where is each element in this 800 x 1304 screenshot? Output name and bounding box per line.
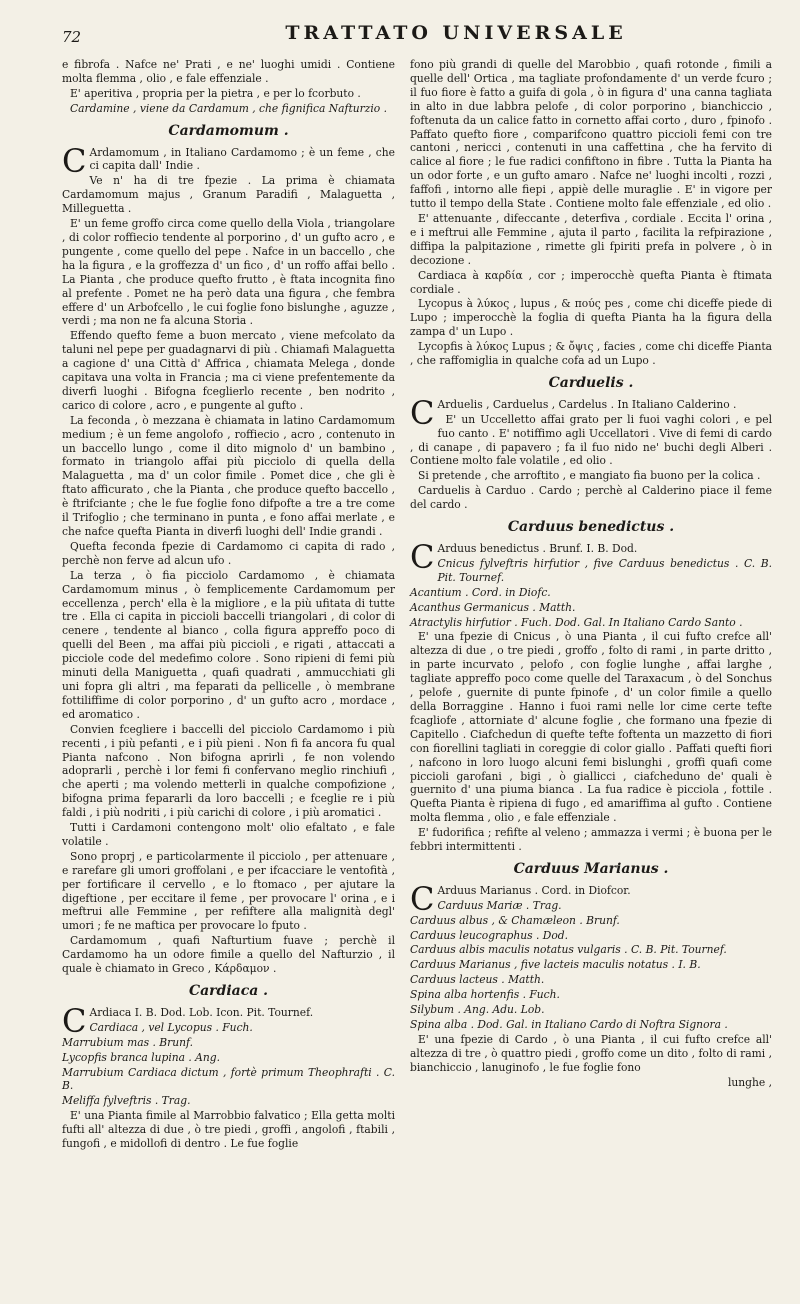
paragraph: Si pretende , che arroftito , e mangiato fia buono per la colica .	[418, 469, 761, 483]
paragraph: E' un Uccelletto affai grato per li fuoi vaghi colori , e pel fuo canto . E' notiffimo agli Uccellatori . Vive di femi di cardo , di canape , di papavero ; fa il fuo nido ne' buchi degli Alberi . Contiene molto fale volatile , ed olio .	[410, 412, 772, 468]
paragraph: E' una fpezie di Cnicus , ò una Pianta , il cui fufto crefce all' altezza di due , o tre piedi , groffo , folto di rami , in parte dritto , in parte incurvato , pelofo , con foglie lunghe , affai larghe , tagliate appreffo poco come quelle del Taraxacum , ò del Sonchus , pelofe , guernite di punte fpinofe , d' un color fimile a quello della Borraggine . Hanno i fuoi rami nelle lor cime certe tefte fcagliofe , attorniate d' alcune foglie , che formano una fpezie di Capitello . Ciafchedun di quefte tefte foftenta un mazzetto di fiori con fiorellini tagliati in coreggie di color giallo . Paffati quefti fiori , nafcono in loro luogo alcuni femi bislunghi , groffi quafi come piccioli garofani , bigi , ò giallicci , ciafcheduno de' quali è guernito d' una piuma bianca . La fua radice è picciola , fottile . Quefta Pianta è ripiena di fugo , ed amariffima al gufto . Contiene molta flemma , olio , e fale effenziale .	[410, 630, 772, 825]
left-column	[62, 58, 395, 1152]
paragraph: E' un feme groffo circa come quello della Viola , triangolare , di color roffiecio tendente al porporino , d' un gufto acro , e pungente , come quello del pepe . Nafce in un baccello , che ha la figura , e la groffezza d' un fico , d' un roffo affai bello . La Pianta , che produce quefto frutto , è ftata incognita fino al prefente . Pomet ne ha però data una figura , che fembra effere d' un Arbofcello , le cui foglie fono bislunghe , aguzze , verdi ; ma non ne fa alcuna Storia .	[62, 217, 395, 328]
paragraph: Ardamomum , in Italiano Cardamomo ; è un feme , che ci capita dall' Indie .	[89, 145, 395, 173]
paragraph: Silybum . Ang. Adu. Lob.	[410, 1003, 545, 1017]
paragraph: Arduus Marianus . Cord. in Diofcor.	[437, 883, 631, 897]
paragraph: Carduus Mariæ . Trag.	[437, 898, 562, 912]
section-heading-carduus-marianus: Carduus Marianus .	[513, 860, 669, 877]
paragraph: Carduus leucographus . Dod.	[410, 928, 569, 942]
paragraph: Carduus albus , & Chamæleon . Brunf.	[410, 913, 620, 927]
paragraph: Sono proprj , e particolarmente il picciolo , per attenuare , e rarefare gli umori groffolani , e per ifcacciare le ventofità , per fortificare il cervello , e lo ftomaco , per ajutare la digeftione , per eccitare il feme , per provocare l' orina , e i meftrui alle Femmine , per refiftere alla malignità degl' umori ; fe ne maftica per provocare lo fputo .	[62, 849, 395, 933]
paragraph: fono più grandi di quelle del Marobbio , quafi rotonde , fimili a quelle dell' Ortica , ma tagliate profondamente d' un verde fcuro ; il fuo fiore è fatto a guifa di gola , ò in figura d' una canna tagliata in alto in due labbra pelofe , di color porporino , bianchiccio , foftenuta da un calice fatto in cornetto affai corto , duro , fpinofo . Paffato quefto fiore , comparifcono quattro piccioli femi con tre cantoni , nericci , contenuti in una caffettina , che ha fervito di calice al fiore ; le fue radici confiftono in fibre . Tutta la Pianta ha un odor forte , e un gufto amaro . Nafce ne' luoghi incolti , rozzi , faffofi , intorno alle fiepi , appiè delle muraglie . E' in vigore per tutto il tempo della State . Contiene molto fale effenziale , ed olio .	[410, 58, 772, 211]
paragraph: E' una Pianta fimile al Marrobbio falvatico ; Ella getta molti fufti all' altezza di due , ò tre piedi , groffi , angolofi , ftabili , fungofi , e midollofi di dentro . Le fue foglie	[62, 1109, 395, 1151]
paragraph: Cardamine , viene da Cardamum , che fignifica Nafturzio .	[70, 101, 388, 115]
section-heading-carduus-benedictus: Carduus benedictus .	[507, 519, 675, 536]
section-heading-cardiaca: Cardiaca .	[188, 983, 269, 999]
page-header	[62, 22, 770, 52]
paragraph: Cardiaca , vel Lycopus . Fuch.	[89, 1020, 253, 1034]
paragraph: E' fudorifica ; refifte al veleno ; ammazza i vermi ; è buona per le febbri intermittenti .	[410, 826, 772, 854]
paragraph: E' una fpezie di Cardo , ò una Pianta , il cui fufto crefce all' altezza di tre , ò quattro piedi , groffo come un dito , folto di rami , bianchiccio , lanuginofo , le fue foglie fono	[410, 1032, 772, 1074]
section-heading-carduelis: Carduelis .	[548, 374, 634, 391]
paragraph: Carduus lacteus . Matth.	[410, 973, 545, 987]
paragraph: Ardiaca I. B. Dod. Lob. Icon. Pit. Tournef.	[89, 1005, 314, 1019]
catchword: lunghe ,	[727, 1075, 772, 1089]
drop-cap: C	[410, 538, 435, 576]
paragraph: E' aperitiva , propria per la pietra , e per lo fcorbuto .	[70, 86, 361, 100]
paragraph: Spina alba . Dod. Gal. in Italiano Cardo di Noftra Signora .	[410, 1018, 728, 1031]
paragraph: Marrubium Cardiaca dictum , fortè primum Theophrafti . C. B.	[62, 1065, 395, 1093]
paragraph: Carduelis à Carduo . Cardo ; perchè al Calderino piace il feme del cardo .	[410, 484, 772, 512]
drop-cap: C	[410, 393, 435, 432]
paragraph: Convien fcegliere i baccelli del picciolo Cardamomo i più recenti , i più pefanti , e i più pieni . Non fi fa ancora fu qual Pianta nafcono . Non bifogna aprirli , fe non volendo adoprarli , perchè i lor femi fi confervano meglio rinchiufi , che aperti ; ma volendo metterli in qualche compofizione , bifogna prima fepararli da loro baccelli ; e fceglie re i più faldi , i più nodriti , i più carichi di colore , i più aromatici .	[62, 722, 395, 820]
paragraph: Arduelis , Carduelus , Cardelus . In Italiano Calderino .	[437, 397, 737, 411]
drop-cap: C	[62, 1001, 87, 1040]
paragraph: Meliffa fylveftris . Trag.	[62, 1094, 191, 1108]
drop-cap: C	[410, 879, 435, 918]
paragraph: Carduus albis maculis notatus vulgaris . C. B. Pit. Tournef.	[410, 943, 727, 957]
paragraph: Arduus benedictus . Brunf. I. B. Dod.	[437, 542, 638, 555]
page-number: 72	[62, 28, 82, 46]
paragraph: Lycopfis à λύκος Lupus ; & ὄψις , facies , come chi diceffe Pianta , che raffomiglia in qualche cofa ad un Lupo .	[410, 340, 772, 368]
right-column	[410, 58, 772, 1090]
paragraph: La terza , ò fia picciolo Cardamomo , è chiamata Cardamomum minus , ò femplicemente Cardamomum per eccellenza , perch' ella è la migliore , e la più ufitata di tutte tre . Ella ci capita in piccioli baccelli triangolari , di color di cenere , tendente al bianco , colla figura appreffo poco di quelli del Been , ma affai più piccioli , e rigati , attaccati a picciole code del medefimo colore . Sono ripieni di femi più minuti della Maniguetta , quafi quadrati , ammucchiati gli uni fopra gli altri , ma feparati da pellicelle , ò membrane fottiliffime di color porporino , d' un gufto acro , mordace , ed aromatico .	[62, 568, 395, 721]
paragraph: Cardamomum , quafi Nafturtium fuave ; perchè il Cardamomo ha un odore fimile a quello del Nafturzio , il quale è chiamato in Greco , Κάρδαμον .	[62, 934, 395, 976]
paragraph: Quefta feconda fpezie di Cardamomo ci capita di rado , perchè non ferve ad alcun ufo .	[62, 539, 395, 567]
section-heading-cardamomum: Cardamomum .	[168, 122, 289, 139]
paragraph: La feconda , ò mezzana è chiamata in latino Cardamomum medium ; è un feme angolofo , roffiecio , acro , contenuto in un baccello lungo , come il dito mignolo d' un bambino , formato in triangolo affai più picciolo di quella della Malaguetta , ma d' un color fimile . Pomet dice , che gli è ftato afficurato , che la Pianta , che produce quefto baccello , è ftrifciante ; che le fue foglie fono difpofte a tre a tre come il Trifoglio ; che terminano in punta , e fono affai merlate , e che nafce quefta Pianta in diverfi luoghi dell' Indie grandi .	[62, 413, 395, 538]
paragraph: Tutti i Cardamoni contengono molt' olio efaltato , e fale volatile .	[62, 821, 395, 848]
drop-cap: C	[62, 141, 87, 180]
paragraph: Cnicus fylveftris hirfutior , five Carduus benedictus . C. B. Pit. Tournef.	[437, 556, 772, 584]
paragraph: Ve n' ha di tre fpezie . La prima è chiamata Cardamomum majus , Granum Paradifi , Malaguetta , Milleguetta .	[62, 174, 395, 216]
paragraph: Carduus Marianus , five lacteis maculis notatus . I. B.	[410, 958, 701, 972]
paragraph: E' attenuante , difeccante , deterfiva , cordiale . Eccita l' orina , e i meftrui alle Femmine , ajuta il parto , facilita la refpirazione , diffipa la palpitazione , rimette gli fpiriti prefa in polvere , ò in decozione .	[410, 211, 772, 267]
paragraph: Lycopus à λύκος , lupus , & πούς pes , come chi diceffe piede di Lupo ; imperocchè la foglia di quefta Pianta ha la figura della zampa d' un Lupo .	[410, 297, 772, 339]
paragraph: Cardiaca à καρδία , cor ; imperocchè quefta Pianta è ftimata cordiale .	[410, 268, 772, 296]
paragraph: Spina alba hortenfis . Fuch.	[410, 988, 560, 1002]
paragraph: Effendo quefto feme a buon mercato , viene mefcolato da taluni nel pepe per guadagnarvi di più . Chiamafi Malaguetta a cagione d' una Città d' Affrica , chiamata Melega , donde capitava una volta in Francia ; ma ci viene prefentemente da diverfi luoghi . Bifogna fceglierlo recente , ben nodrito , carico di colore , acro , e pungente al gufto .	[62, 329, 395, 412]
paragraph: Acantium . Cord. in Diofc.	[410, 585, 551, 599]
running-title: TRATTATO UNIVERSALE	[285, 22, 627, 44]
paragraph: Atractylis hirfutior . Fuch. Dod. Gal. In Italiano Cardo Santo .	[410, 615, 743, 629]
paragraph: Lycopfis branca lupina . Ang.	[62, 1050, 221, 1064]
paragraph: Acanthus Germanicus . Matth.	[410, 600, 576, 614]
paragraph: Marrubium mas . Brunf.	[62, 1035, 193, 1049]
paragraph: e fibrofa . Nafce ne' Prati , e ne' luoghi umidi . Contiene molta flemma , olio , e fale effenziale .	[62, 58, 395, 85]
